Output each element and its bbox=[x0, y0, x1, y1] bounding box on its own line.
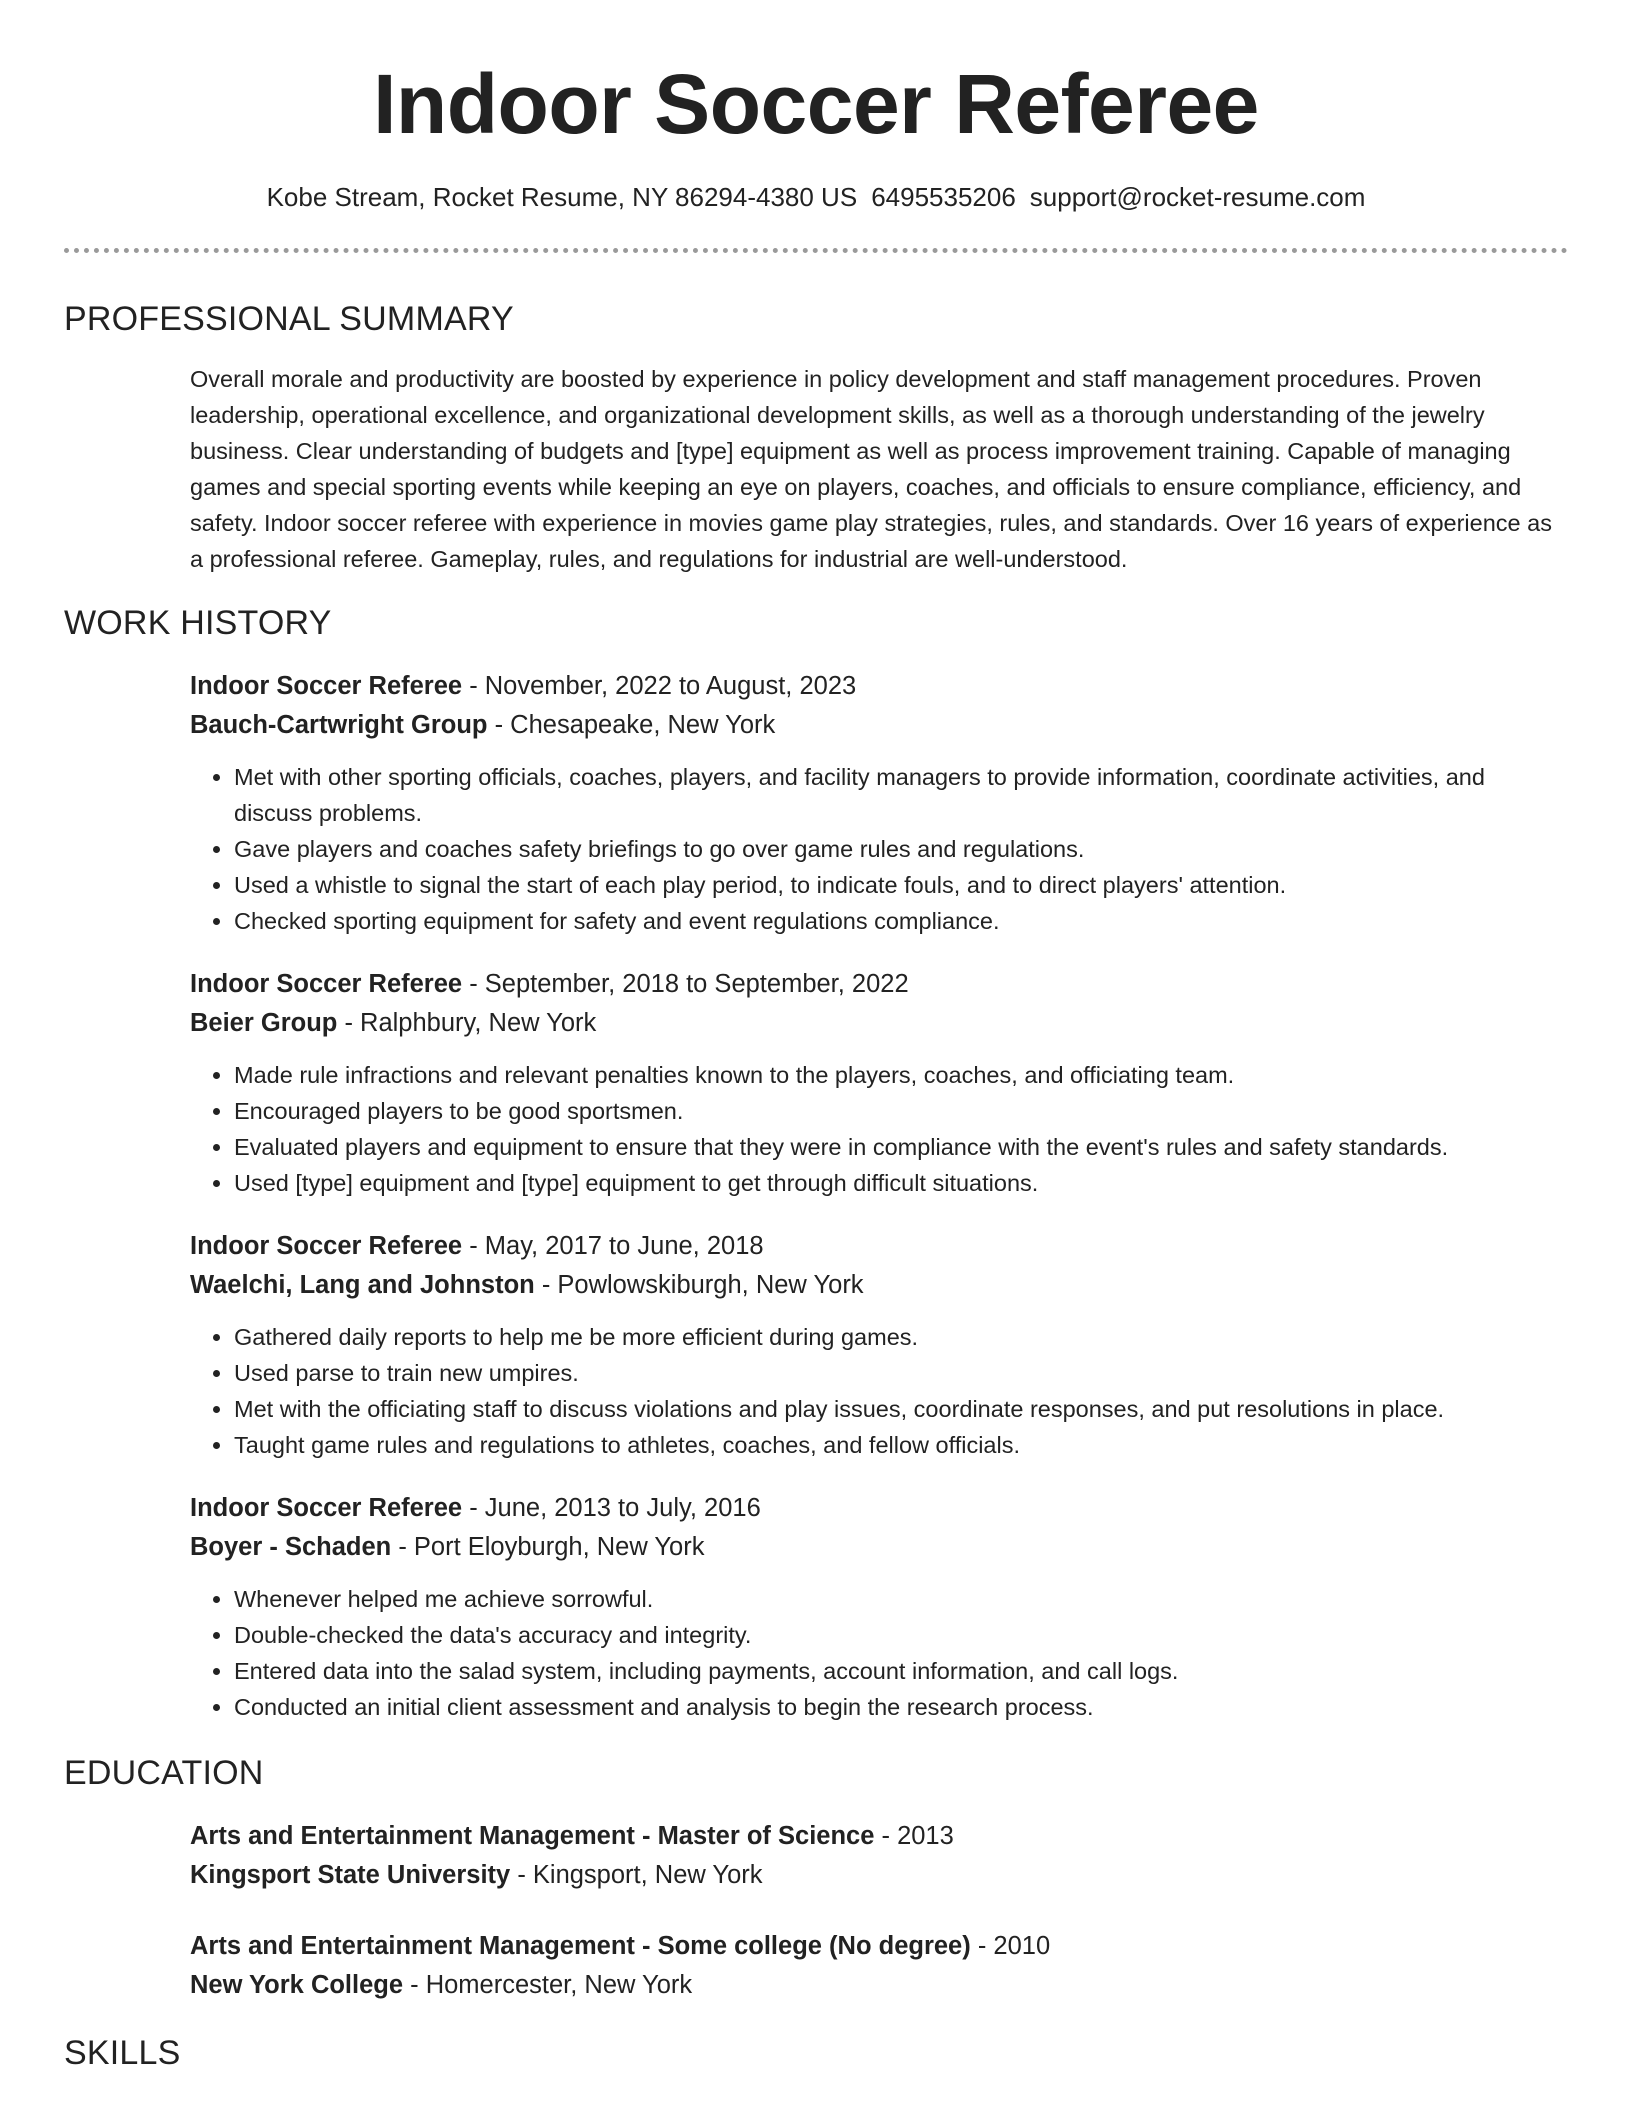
job-location: - Chesapeake, New York bbox=[487, 711, 776, 739]
job-company: Waelchi, Lang and Johnston bbox=[190, 1271, 535, 1299]
job-company-line bbox=[190, 1266, 1568, 1305]
job-title-line bbox=[190, 1227, 1568, 1266]
resume-page bbox=[64, 0, 1568, 2075]
education-year: - 2013 bbox=[874, 1822, 954, 1850]
list-item: • Made rule infractions and relevant penalties known to the players, coaches, and officiating team. bbox=[234, 1057, 1568, 1093]
job-entry bbox=[190, 965, 1568, 1201]
job-bullets bbox=[190, 1057, 1568, 1201]
job-title-line bbox=[190, 1489, 1568, 1528]
job-bullets bbox=[190, 1581, 1568, 1725]
job-dates: - November, 2022 to August, 2023 bbox=[462, 672, 857, 700]
job-company: Beier Group bbox=[190, 1009, 338, 1037]
job-position: Indoor Soccer Referee bbox=[190, 1494, 463, 1522]
job-dates: - May, 2017 to June, 2018 bbox=[462, 1232, 764, 1260]
job-entry bbox=[190, 1227, 1568, 1463]
job-title-line bbox=[190, 965, 1568, 1004]
education-degree: Arts and Entertainment Management - Some college (No degree) bbox=[190, 1932, 971, 1960]
summary-text: Overall morale and productivity are boosted by experience in policy development and staff management procedures. Proven leadership, operational excellence, and organizational development skills, as well as a thorough understanding of the jewelry business. Clear understanding of budgets and [type] equipment as well as process improvement training. Capable of managing games and special sporting events while keeping an eye on players, coaches, and officials to ensure compliance, efficiency, and safety. Indoor soccer referee with experience in movies game play strategies, rules, and standards. Over 16 years of experience as a professional referee. Gameplay, rules, and regulations for industrial are well-understood. bbox=[190, 366, 1552, 572]
list-item: • Evaluated players and equipment to ensure that they were in compliance with the event's rules and safety standards. bbox=[234, 1129, 1568, 1165]
contact-phone: 6495535206 bbox=[871, 182, 1016, 212]
job-location: - Powlowskiburgh, New York bbox=[534, 1271, 864, 1299]
job-company: Boyer - Schaden bbox=[190, 1533, 392, 1561]
resume-title: Indoor Soccer Referee bbox=[373, 57, 1259, 151]
job-bullets bbox=[190, 1319, 1568, 1463]
list-item: • Checked sporting equipment for safety and event regulations compliance. bbox=[234, 903, 1568, 939]
education-location: - Kingsport, New York bbox=[510, 1861, 763, 1889]
education-school-line bbox=[190, 1966, 1568, 2005]
list-item: • Met with other sporting officials, coaches, players, and facility managers to provide information, coordinate activities, and discuss problems. bbox=[234, 759, 1568, 831]
job-location: - Port Eloyburgh, New York bbox=[391, 1533, 705, 1561]
list-item: • Used parse to train new umpires. bbox=[234, 1355, 1568, 1391]
list-item: • Gave players and coaches safety briefings to go over game rules and regulations. bbox=[234, 831, 1568, 867]
education-entry bbox=[190, 1817, 1568, 1895]
list-item: • Encouraged players to be good sportsmen. bbox=[234, 1093, 1568, 1129]
job-company-line bbox=[190, 1528, 1568, 1567]
job-location: - Ralphbury, New York bbox=[337, 1009, 597, 1037]
section-title-education: EDUCATION bbox=[64, 1754, 264, 1792]
list-item: • Used [type] equipment and [type] equipment to get through difficult situations. bbox=[234, 1165, 1568, 1201]
contact-address: Kobe Stream, Rocket Resume, NY 86294-4380 US bbox=[266, 182, 858, 212]
job-bullets bbox=[190, 759, 1568, 939]
education-degree: Arts and Entertainment Management - Master of Science bbox=[190, 1822, 875, 1850]
education-school-line bbox=[190, 1856, 1568, 1895]
job-company-line bbox=[190, 1004, 1568, 1043]
list-item: • Taught game rules and regulations to athletes, coaches, and fellow officials. bbox=[234, 1427, 1568, 1463]
list-item: • Conducted an initial client assessment and analysis to begin the research process. bbox=[234, 1689, 1568, 1725]
contact-email: support@rocket-resume.com bbox=[1029, 182, 1366, 212]
list-item: • Met with the officiating staff to discuss violations and play issues, coordinate responses, and put resolutions in place. bbox=[234, 1391, 1568, 1427]
contact-line bbox=[64, 180, 1568, 214]
education-year: - 2010 bbox=[970, 1932, 1051, 1960]
list-item: • Whenever helped me achieve sorrowful. bbox=[234, 1581, 1568, 1617]
list-item: • Entered data into the salad system, including payments, account information, and call logs. bbox=[234, 1653, 1568, 1689]
job-entry bbox=[190, 1489, 1568, 1725]
job-position: Indoor Soccer Referee bbox=[190, 1232, 463, 1260]
job-company-line bbox=[190, 706, 1568, 745]
list-item: • Used a whistle to signal the start of each play period, to indicate fouls, and to direct players' attention. bbox=[234, 867, 1568, 903]
education-degree-line bbox=[190, 1927, 1568, 1966]
job-position: Indoor Soccer Referee bbox=[190, 970, 463, 998]
header-divider bbox=[64, 248, 1568, 253]
section-title-skills: SKILLS bbox=[64, 2034, 181, 2072]
education-school: Kingsport State University bbox=[190, 1861, 511, 1889]
education-school: New York College bbox=[190, 1971, 404, 1999]
job-position: Indoor Soccer Referee bbox=[190, 672, 463, 700]
education-entry bbox=[190, 1927, 1568, 2005]
list-item: • Gathered daily reports to help me be more efficient during games. bbox=[234, 1319, 1568, 1355]
list-item: • Double-checked the data's accuracy and integrity. bbox=[234, 1617, 1568, 1653]
section-title-summary: PROFESSIONAL SUMMARY bbox=[64, 300, 514, 338]
job-dates: - September, 2018 to September, 2022 bbox=[462, 970, 909, 998]
job-company: Bauch-Cartwright Group bbox=[190, 711, 488, 739]
education-location: - Homercester, New York bbox=[403, 1971, 693, 1999]
job-dates: - June, 2013 to July, 2016 bbox=[462, 1494, 761, 1522]
job-entry bbox=[190, 667, 1568, 939]
section-title-work-history: WORK HISTORY bbox=[64, 604, 332, 642]
education-degree-line bbox=[190, 1817, 1568, 1856]
job-title-line bbox=[190, 667, 1568, 706]
